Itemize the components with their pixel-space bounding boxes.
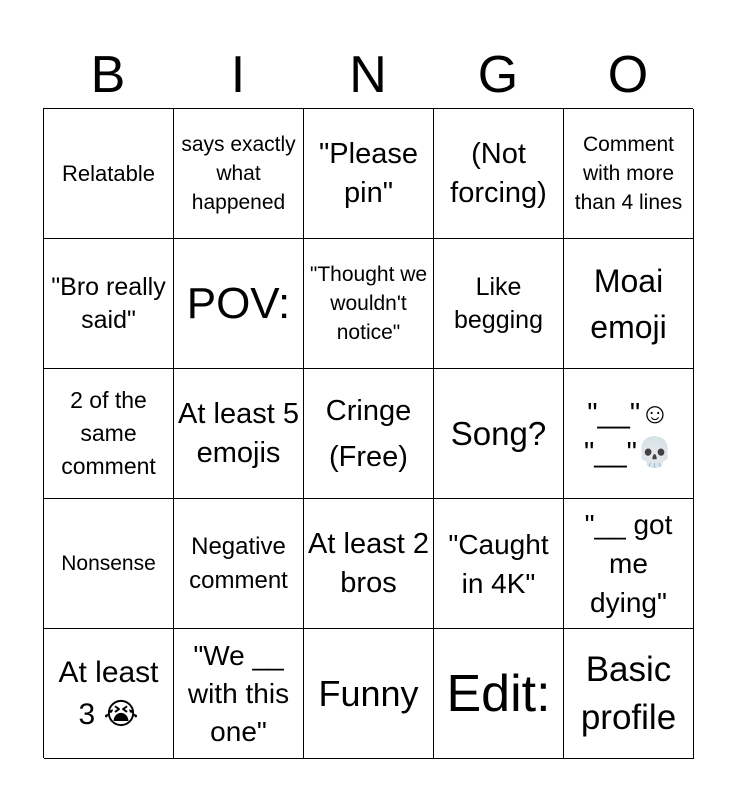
bingo-cell[interactable] xyxy=(434,629,564,759)
cell-text: At least 3 😭 xyxy=(58,655,159,731)
bingo-cell[interactable] xyxy=(44,629,174,759)
bingo-cell[interactable] xyxy=(304,239,434,369)
cell-text: At least 5 emojis xyxy=(178,397,299,469)
cell-text: "Bro really said" xyxy=(51,272,166,334)
header-letter-o: O xyxy=(607,46,649,104)
bingo-cell[interactable] xyxy=(304,629,434,759)
bingo-cell[interactable] xyxy=(44,369,174,499)
cell-text: POV: xyxy=(186,278,291,328)
cell-text: Edit: xyxy=(446,664,551,723)
bingo-cell[interactable] xyxy=(434,369,564,499)
cell-text: "Thought we wouldn't notice" xyxy=(309,263,428,344)
cell-text: Funny xyxy=(318,672,419,714)
cell-text: Like begging xyxy=(454,272,543,334)
cell-text: Nonsense xyxy=(61,552,156,575)
cell-text: says exactly what happened xyxy=(181,133,296,214)
cell-text: Moai emoji xyxy=(590,262,667,345)
bingo-cell[interactable] xyxy=(304,369,434,499)
cell-text: Song? xyxy=(450,415,547,452)
bingo-cell[interactable] xyxy=(434,109,564,239)
bingo-cell[interactable] xyxy=(564,369,694,499)
bingo-cell[interactable] xyxy=(434,239,564,369)
header-letter-g: G xyxy=(477,46,519,104)
header-letter-b: B xyxy=(90,46,126,104)
bingo-cell[interactable] xyxy=(564,499,694,629)
bingo-cell[interactable] xyxy=(174,369,304,499)
cell-text: "__"☺ "__"💀 xyxy=(584,397,673,469)
cell-text: Cringe (Free) xyxy=(325,394,412,473)
bingo-header xyxy=(43,42,693,108)
bingo-cell[interactable] xyxy=(564,629,694,759)
cell-text: "__ got me dying" xyxy=(584,509,673,618)
bingo-cell[interactable] xyxy=(434,499,564,629)
cell-text: Comment with more than 4 lines xyxy=(574,133,683,214)
bingo-cell[interactable] xyxy=(44,109,174,239)
cell-text: (Not forcing) xyxy=(450,137,547,209)
bingo-card xyxy=(43,108,693,758)
bingo-cell[interactable] xyxy=(174,109,304,239)
cell-text: 2 of the same comment xyxy=(61,387,156,479)
bingo-cell[interactable] xyxy=(304,109,434,239)
header-letter-n: N xyxy=(349,46,387,104)
bingo-cell[interactable] xyxy=(564,109,694,239)
cell-text: At least 2 bros xyxy=(308,527,429,599)
bingo-cell[interactable] xyxy=(564,239,694,369)
cell-text: Basic profile xyxy=(580,649,677,737)
bingo-cell[interactable] xyxy=(304,499,434,629)
cell-text: "Caught in 4K" xyxy=(448,528,549,599)
bingo-cell[interactable] xyxy=(174,239,304,369)
bingo-cell[interactable] xyxy=(174,499,304,629)
cell-text: "Please pin" xyxy=(319,137,418,209)
bingo-cell[interactable] xyxy=(44,499,174,629)
cell-text: "We __ with this one" xyxy=(187,639,290,747)
header-letter-i: I xyxy=(230,46,246,104)
bingo-cell[interactable] xyxy=(44,239,174,369)
cell-text: Negative comment xyxy=(189,532,288,594)
bingo-cell[interactable] xyxy=(174,629,304,759)
cell-text: Relatable xyxy=(62,161,155,186)
